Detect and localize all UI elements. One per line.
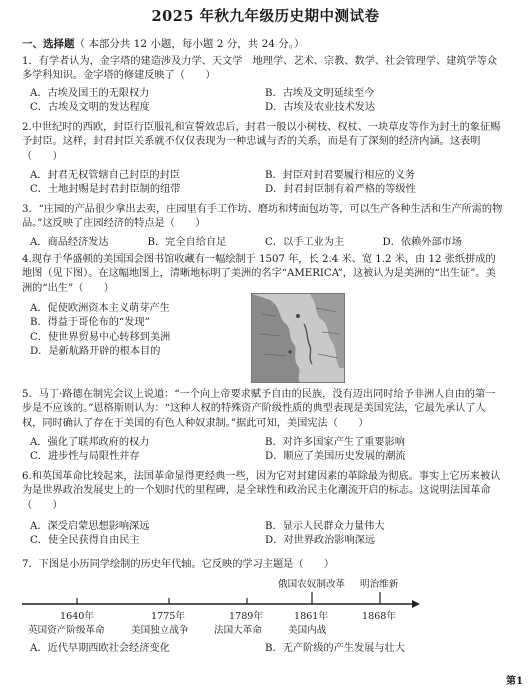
q2-option-b: B．封臣对封君要履行相应的义务 xyxy=(265,170,416,181)
question-3-options xyxy=(30,236,500,250)
q4-option-a: A．促使欧洲资本主义萌芽产生 xyxy=(30,303,170,314)
q1-option-a: A．古埃及国王的无限权力 xyxy=(30,88,150,99)
q2-option-c: C．土地封赐是封君封臣制的纽带 xyxy=(30,184,181,196)
question-6-options xyxy=(30,520,500,549)
history-timeline xyxy=(20,580,420,640)
q1-option-c: C．古埃及文明的发达程度 xyxy=(30,102,150,114)
q7-option-b: B．无产阶级的产生发展与壮大 xyxy=(265,643,405,654)
q1-option-b: B．古埃及文明延续至今 xyxy=(265,88,375,99)
section-header xyxy=(22,37,305,52)
q3-option-a: A．商品经济发达 xyxy=(30,237,109,248)
q5-option-d: D．顺应了美国历史发展的潮流 xyxy=(265,451,406,463)
question-2-options xyxy=(30,169,500,198)
q6-option-c: C．使全民获得自由民主 xyxy=(30,535,140,547)
timeline-year-5: 1868年 xyxy=(362,611,397,622)
q5-option-c: C．进步性与局限性并存 xyxy=(30,451,140,463)
question-3-stem: 3．“庄园的产品很少拿出去卖，庄园里有手工作坊、磨坊和烤面包坊等，可以生产各种生活和生产所需的物品。”这反映了庄园经济的特点是（ ） xyxy=(22,204,503,230)
section-label: 一、选择题 xyxy=(22,38,75,50)
question-7-stem: 7．下图是小历同学绘制的历史年代轴。它反映的学习主题是（ ） xyxy=(22,559,335,570)
timeline-year-1: 1640年 xyxy=(60,611,95,622)
q6-option-d: D．对世界政治影响深远 xyxy=(265,535,376,547)
timeline-year-3: 1789年 xyxy=(229,611,264,622)
q5-option-a: A．强化了联邦政府的权力 xyxy=(30,437,150,448)
question-4-options xyxy=(30,302,250,360)
timeline-event-4: 美国内战 xyxy=(288,625,327,636)
q3-option-d: D．依赖外部市场 xyxy=(382,237,462,248)
timeline-event-1: 英国资产阶级革命 xyxy=(28,625,105,636)
q4-option-b: B．得益于哥伦布的“发现” xyxy=(30,317,150,329)
q5-option-b: B．对许多国家产生了重要影响 xyxy=(265,437,405,448)
timeline-top-event-1: 俄国农奴制改革 xyxy=(278,579,346,590)
page-number: 第1 xyxy=(506,675,523,687)
exam-title: 2025 年秋九年级历史期中测试卷 xyxy=(151,8,380,25)
timeline-event-3: 法国大革命 xyxy=(214,625,262,636)
section-note: （ 本部分共 12 小题，每小题 2 分，共 24 分。） xyxy=(74,38,305,50)
q1-option-d: D．古埃及农业技术发达 xyxy=(265,102,376,114)
timeline-year-2: 1775年 xyxy=(151,611,186,622)
q7-option-a: A．近代早期西欧社会经济变化 xyxy=(30,643,170,654)
question-1-stem: 1．有学者认为，金字塔的建造涉及力学、天文学 地理学、艺术、宗教、数学、社会管理学、建筑学等众多学科知识。金字塔的修建反映了（ ） xyxy=(22,56,498,82)
timeline-top-event-2: 明治维新 xyxy=(360,579,399,590)
q3-option-c: C．以手工业为主 xyxy=(265,237,345,248)
question-7-options xyxy=(30,642,500,656)
q2-option-a: A．封君无权管辖自己封臣的封臣 xyxy=(30,170,180,181)
timeline-event-2: 美国独立战争 xyxy=(131,625,189,636)
q3-option-b: B．完全自给自足 xyxy=(147,237,227,248)
q6-option-b: B．显示人民群众力量伟大 xyxy=(265,521,385,532)
question-6-stem: 6.和英国革命比较起来，法国革命显得更经典一些，因为它对封建因素的革除最为彻底。事实上它历来被认为是世界政治发展史上的一个划时代的里程碑，是全球性和政治民主化潮流开启的标志。这说明法国革命（ ） xyxy=(22,471,501,511)
q2-option-d: D．封君封臣制有着严格的等级性 xyxy=(265,184,416,196)
timeline-year-4: 1861年 xyxy=(294,611,329,622)
question-5-stem: 5．马丁·路德在制宪会议上说道：“一个向上帝要求赋予自由的民族，没有迈出同时给予非洲人自由的第一步是不应该的。”恩格斯则认为：“这种人权的特殊资产阶级性质的典型表现是美国宪法，它最先承认了人权，同时确认了存在于美国的有色人种奴隶制。”据此可知，美国宪法（ ） xyxy=(22,389,496,429)
q6-option-a: A．深受启蒙思想影响深远 xyxy=(30,521,150,532)
question-4-stem: 4.现存于华盛顿的美国国会图书馆收藏有一幅绘制于 1507 年，长 2.4 米、宽 1.2 米，由 12 张纸拼成的地图（见下图）。在这幅地图上，清晰地标明了美洲的名字“AMERICA”，这被认为是美洲的“出生证”。美洲的“出生”（ ） xyxy=(22,254,496,294)
question-5-options xyxy=(30,436,500,465)
question-1-options xyxy=(30,87,500,116)
world-map-1507-image xyxy=(251,293,345,383)
question-2-stem: 2.中世纪时的西欧，封臣行臣服礼和宣誓效忠后，封君一般以小树枝、权杖、一块草皮等作为封土的象征赐予封臣。这样，封君封臣关系就不仅仅表现为一种忠诚与否的关系，而是有了深刻的经济内涵。这表明（ ） xyxy=(22,122,501,162)
q4-option-d: D．是新航路开辟的根本目的 xyxy=(30,346,161,358)
q4-option-c: C．使世界贸易中心转移到美洲 xyxy=(30,331,171,343)
